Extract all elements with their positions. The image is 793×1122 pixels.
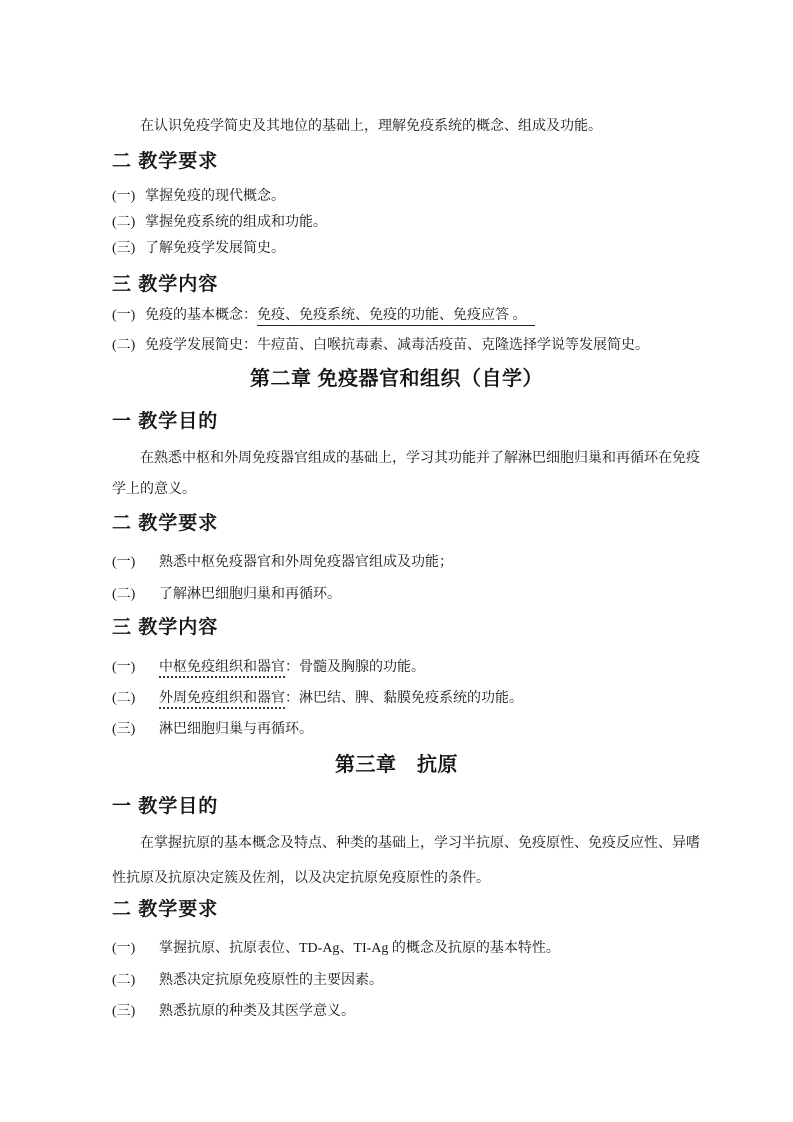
item-text [159, 691, 523, 709]
item-number: (一) [112, 555, 136, 570]
ch3-requirements-heading: 二 教学要求 [112, 899, 219, 920]
item-text: 掌握免疫系统的组成和功能。 [145, 215, 327, 230]
ch1-content-heading: 三 教学内容 [112, 274, 219, 295]
item-text: 了解免疫学发展简史。 [145, 241, 285, 256]
item-text: 淋巴细胞归巢与再循环。 [159, 722, 313, 737]
list-item [112, 689, 523, 709]
item-number: (二) [112, 691, 136, 706]
list-item [112, 213, 327, 233]
list-item [112, 585, 341, 605]
list-item [112, 239, 285, 259]
ch2-requirements-heading: 二 教学要求 [112, 513, 219, 534]
ch2-content-heading: 三 教学内容 [112, 617, 219, 638]
item-number: (一) [112, 941, 136, 956]
underlined-terms: 免疫、免疫系统、免疫的功能、免疫应答 。 [257, 308, 535, 326]
item-text: 了解淋巴细胞归巢和再循环。 [159, 587, 341, 602]
item-text: 掌握免疫的现代概念。 [145, 189, 285, 204]
item-number: (三) [112, 1004, 136, 1019]
item-text: 免疫学发展简史：牛痘苗、白喉抗毒素、减毒活疫苗、克隆选择学说等发展简史。 [145, 338, 649, 353]
item-number: (三) [112, 722, 136, 737]
item-label: 免疫的基本概念： [145, 308, 257, 323]
ch3-aim-heading: 一 教学目的 [112, 796, 219, 817]
list-item [112, 1002, 355, 1022]
list-item [112, 336, 649, 356]
list-item [112, 971, 383, 991]
chapter3-title: 第三章 抗原 [335, 754, 458, 776]
item-text: 掌握抗原、抗原表位、TD-Ag、TI-Ag 的概念及抗原的基本特性。 [159, 941, 560, 956]
item-number: (一) [112, 660, 136, 675]
ch1-requirements-heading: 二 教学要求 [112, 151, 219, 172]
item-text [159, 660, 425, 678]
item-rest: ：淋巴结、脾、黏膜免疫系统的功能。 [285, 691, 523, 706]
item-number: (二) [112, 973, 136, 988]
item-rest: ：骨髓及胸腺的功能。 [285, 660, 425, 675]
dotted-underlined-term: 外周免疫组织和器官 [159, 691, 285, 709]
item-text: 熟悉决定抗原免疫原性的主要因素。 [159, 973, 383, 988]
ch3-aim-paragraph: 在掌握抗原的基本概念及特点、种类的基础上，学习半抗原、免疫原性、免疫反应性、异嗜性抗原及抗原决定簇及佐剂，以及决定抗原免疫原性的条件。 [112, 836, 700, 886]
item-text: 熟悉抗原的种类及其医学意义。 [159, 1004, 355, 1019]
item-number: (三) [112, 241, 136, 256]
item-number: (一) [112, 308, 136, 323]
list-item [112, 306, 535, 326]
intro-paragraph: 在认识免疫学简史及其地位的基础上，理解免疫系统的概念、组成及功能。 [140, 119, 602, 134]
list-item [112, 187, 285, 207]
item-number: (二) [112, 338, 136, 353]
item-number: (二) [112, 215, 136, 230]
item-text [145, 308, 535, 326]
item-number: (一) [112, 189, 136, 204]
chapter2-title: 第二章 免疫器官和组织（自学） [249, 368, 544, 390]
dotted-underlined-term: 中枢免疫组织和器官 [159, 660, 285, 678]
list-item [112, 720, 313, 740]
item-number: (二) [112, 587, 136, 602]
ch2-aim-heading: 一 教学目的 [112, 411, 219, 432]
list-item [112, 553, 453, 573]
list-item [112, 658, 425, 678]
ch2-aim-paragraph: 在熟悉中枢和外周免疫器官组成的基础上，学习其功能并了解淋巴细胞归巢和再循环在免疫学上的意义。 [112, 451, 700, 497]
list-item [112, 939, 560, 959]
item-text: 熟悉中枢免疫器官和外周免疫器官组成及功能； [159, 555, 453, 570]
